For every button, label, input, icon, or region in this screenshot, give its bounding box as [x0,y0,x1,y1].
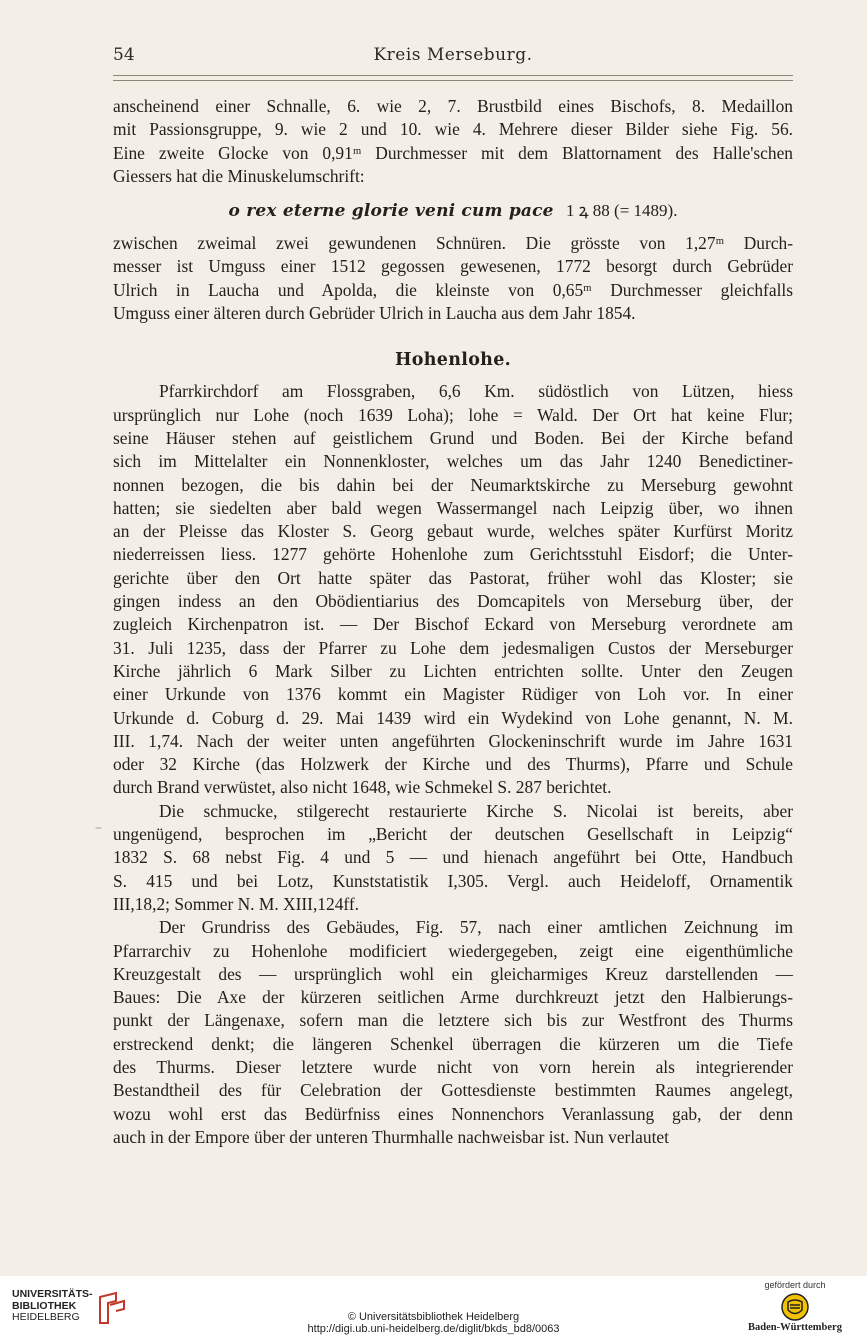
text-line: Der Grundriss des Gebäudes, Fig. 57, nach einer amtlichen Zeichnung im [159,917,793,938]
running-title: Kreis Merseburg. [373,45,533,65]
library-line-2: BIBLIOTHEK [12,1299,77,1312]
text-line: Eine zweite Glocke von 0,91ᵐ Durchmesser mit dem Blattornament des Halle'schen [113,142,793,163]
inscription-numeral: 1 ꝝ 88 [565,201,610,221]
running-head [113,45,793,71]
text-line: ursprünglich nur Lohe (noch 1639 Loha); lohe = Wald. Der Ort hat keine Flur; [113,404,793,425]
paragraph-1 [113,95,793,188]
text-line: Pfarrarchiv zu Hohenlohe modificiert wiedergegeben, zeigt eine eigenthümliche [113,940,793,961]
text-line: Umguss einer älteren durch Gebrüder Ulrich in Laucha aus dem Jahr 1854. [113,303,636,324]
text-line: Ulrich in Laucha und Apolda, die kleinste von 0,65ᵐ Durchmesser gleichfalls [113,279,793,300]
text-line: auch in der Empore über der unteren Thurmhalle nachweisbar ist. Nun verlautet [113,1126,669,1147]
page-number: 54 [113,45,135,65]
text-line: wozu wohl erst das Bedürfniss eines Nonnenchors Veranlassung gab, der denn [113,1103,793,1124]
funder-block[interactable] [745,1280,845,1336]
bell-inscription [113,199,793,223]
inscription-gothic-text: o rex eterne glorie veni cum pace [228,201,554,222]
text-line: Giessers hat die Minuskelumschrift: [113,165,365,186]
text-line: messer ist Umguss einer 1512 gegossen gewesenen, 1772 besorgt durch Gebrüder [113,256,793,277]
baden-wuerttemberg-crest-icon [780,1292,810,1322]
copyright-text: © Universitätsbibliothek Heidelberg [347,1311,520,1323]
text-line: einer Urkunde von 1376 kommt ein Magister Rüdiger von Loh vor. In einer [113,684,793,705]
library-line-1: UNIVERSITÄTS- [12,1288,93,1300]
text-line: gingen indess an den Obödientiarius des Domcapitels von Merseburg über, der [113,591,793,612]
library-line-3: HEIDELBERG [12,1311,80,1323]
text-line: durch Brand verwüstet, also nicht 1648, wie Schmekel S. 287 berichtet. [113,777,612,798]
text-line: mit Passionsgruppe, 9. wie 2 und 10. wie 4. Mehrere dieser Bilder siehe Fig. 56. [113,119,793,140]
state-name: Baden-Württemberg [748,1322,842,1333]
text-line: nonnen bezogen, die bis dahin bei der Neumarktskirche zu Merseburg gewohnt [113,474,793,495]
text-line: zwischen zweimal zwei gewundenen Schnüren. Die grösste von 1,27ᵐ Durch- [113,233,793,254]
text-line: oder 32 Kirche (das Holzwerk der Kirche und des Thurms), Pfarre und Schule [113,754,793,775]
footer-bar [0,1276,867,1337]
text-line: III,18,2; Sommer N. M. XIII,124ff. [113,893,360,914]
text-line: Kreuzgestalt des — ursprünglich wohl ein gleicharmiges Kreuz darstellenden — [113,963,793,984]
text-line: Kirche jährlich 6 Mark Silber zu Lichten entrichten sollte. Unter den Zeugen [113,660,793,681]
section-title: Hohenlohe. [394,350,512,371]
text-line: Urkunde d. Coburg d. 29. Mai 1439 wird ein Wydekind von Lohe genannt, N. M. [113,707,793,728]
body-text [113,95,793,1149]
text-line: gerichte über den Ort hatte später das Pastorat, früher wohl das Kloster; sie [113,567,793,588]
text-line: III. 1,74. Nach der weiter unten angeführten Glockeninschrift wurde im Jahre 1631 [113,730,793,751]
text-line: sich im Mittelalter ein Nonnenkloster, welches um das Jahr 1240 Benedictiner- [113,451,793,472]
paragraph-2 [113,232,793,325]
text-line: 1832 S. 68 nebst Fig. 4 und 5 — und hienach angeführt bei Otte, Handbuch [113,847,793,868]
text-line: Pfarrkirchdorf am Flossgraben, 6,6 Km. südöstlich von Lützen, hiess [159,381,793,402]
paragraph-3 [113,380,793,799]
text-line: ungenügend, besprochen im „Bericht der deutschen Gesellschaft in Leipzig“ [113,824,793,845]
text-line: Baues: Die Axe der kürzeren seitlichen Arme durchkreuzt jetzt den Halbierungs- [113,987,793,1008]
paragraph-5 [113,916,793,1149]
text-line: Die schmucke, stilgerecht restaurierte Kirche S. Nicolai ist bereits, aber [159,800,793,821]
text-line: seine Häuser stehen auf geistlichem Grund und Boden. Bei der Kirche befand [113,427,793,448]
paragraph-4 [113,800,793,916]
margin-mark: – [95,820,102,836]
text-line: des Thurms. Dieser letztere wurde nicht von vorn herein als integrierender [113,1056,793,1077]
header-double-rule [113,75,793,81]
text-line: Bestandtheil des für Celebration der Gottesdienste bestimmten Raumes angelegt, [113,1080,793,1101]
permalink-url[interactable]: http://digi.ub.uni-heidelberg.de/diglit/bkds_bd8/0063 [307,1322,560,1335]
inscription-equivalent: (= 1489). [614,201,678,221]
text-line: 31. Juli 1235, dass der Pfarrer zu Lohe dem jedesmaligen Custos der Merseburger [113,637,793,658]
text-line: zugleich Kirchenpatron ist. — Der Bischof Eckard von Merseburg verordnete am [113,614,793,635]
funded-by-label: gefördert durch [764,1280,826,1290]
text-line: punkt der Längenaxe, sofern man die letztere sich bis zur Westfront des Thurms [113,1010,793,1031]
text-line: hatten; sie siedelten aber bald wegen Wassermangel nach Leipzig über, wo ihnen [113,497,793,518]
text-line: S. 415 und bei Lotz, Kunststatistik I,305. Vergl. auch Heideloff, Ornamentik [113,870,793,891]
text-line: erstreckend denkt; die längeren Schenkel überragen die kürzeren um die Tiefe [113,1033,793,1054]
text-line: anscheinend einer Schnalle, 6. wie 2, 7. Brustbild eines Bischofs, 8. Medaillon [113,96,793,116]
copyright-block [0,1312,867,1335]
text-line: niederreissen liess. 1277 gehörte Hohenlohe zum Gerichtsstuhl Eisdorf; die Unter- [113,544,793,565]
text-line: an der Pleisse das Kloster S. Georg gebaut wurde, welches später Kurfürst Moritz [113,521,793,542]
